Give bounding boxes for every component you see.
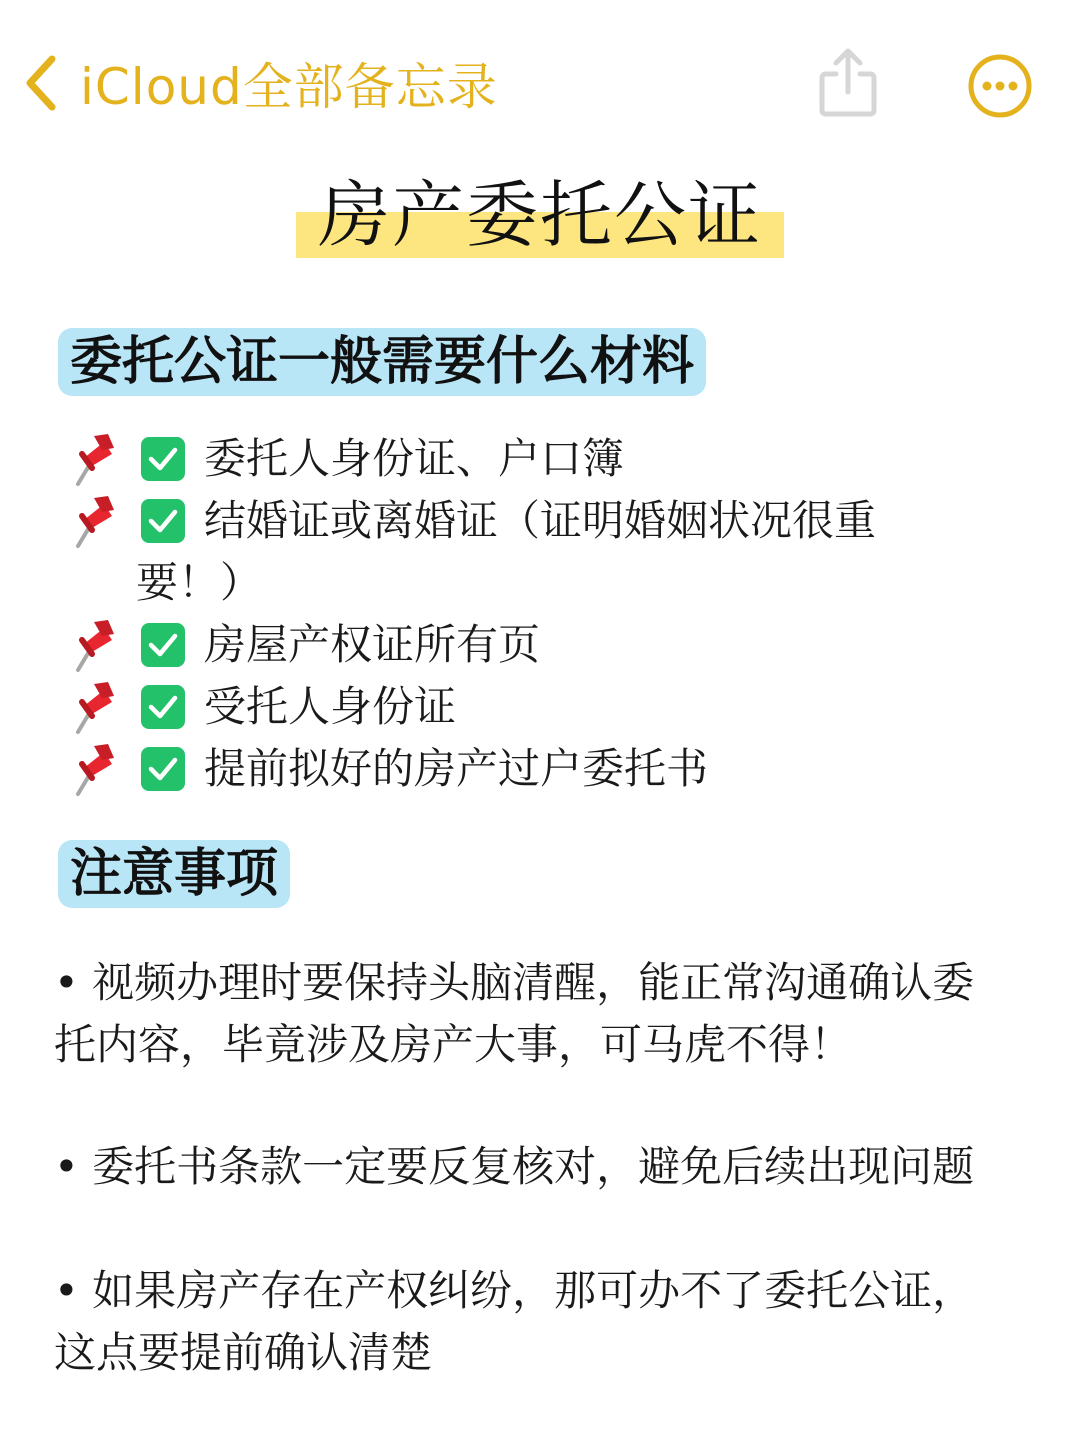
note-paragraph	[54, 1260, 1014, 1384]
pushpin-icon	[68, 680, 116, 736]
back-button-label: iCloud全部备忘录	[80, 58, 498, 116]
note-paragraph	[54, 952, 1014, 1076]
section-heading-notes: 注意事项	[58, 840, 290, 908]
checklist-item-text: 提前拟好的房产过户委托书	[204, 744, 709, 793]
checklist-item-text-continued: 要！）	[136, 558, 263, 607]
checkmark-icon	[140, 498, 186, 544]
checkmark-icon	[140, 622, 186, 668]
checklist-item	[0, 676, 1080, 738]
chevron-left-icon	[22, 53, 58, 113]
note-line: • 如果房产存在产权纠纷，那可办不了委托公证，	[54, 1266, 975, 1315]
note-line: 这点要提前确认清楚	[54, 1328, 433, 1377]
checklist-item-text: 委托人身份证、户口簿	[204, 434, 625, 483]
checkmark-icon	[140, 746, 186, 792]
note-line: 托内容，毕竟涉及房产大事，可马虎不得！	[54, 1020, 853, 1069]
more-icon	[966, 52, 1034, 120]
checklist-item-text: 受托人身份证	[204, 682, 457, 731]
share-icon	[812, 44, 884, 120]
checklist-item-text: 房屋产权证所有页	[204, 620, 541, 669]
pushpin-icon	[68, 618, 116, 674]
pushpin-icon	[68, 742, 116, 798]
note-line: • 委托书条款一定要反复核对，避免后续出现问题	[54, 1142, 975, 1191]
pushpin-icon	[68, 432, 116, 488]
section-heading-materials: 委托公证一般需要什么材料	[58, 328, 706, 396]
back-button[interactable]	[22, 50, 498, 116]
checklist-item	[0, 490, 1080, 614]
more-options-button[interactable]	[966, 52, 1034, 120]
note-line: • 视频办理时要保持头脑清醒，能正常沟通确认委	[54, 958, 975, 1007]
checklist-item	[0, 738, 1080, 800]
checklist-item	[0, 428, 1080, 490]
share-button[interactable]	[812, 44, 884, 120]
note-paragraph	[54, 1136, 1014, 1198]
checklist-item-text: 结婚证或离婚证（证明婚姻状况很重	[204, 496, 877, 545]
pushpin-icon	[68, 494, 116, 550]
note-title: 房产委托公证	[317, 173, 762, 257]
checklist-item	[0, 614, 1080, 676]
checkmark-icon	[140, 684, 186, 730]
navigation-bar	[0, 0, 1080, 160]
checkmark-icon	[140, 436, 186, 482]
